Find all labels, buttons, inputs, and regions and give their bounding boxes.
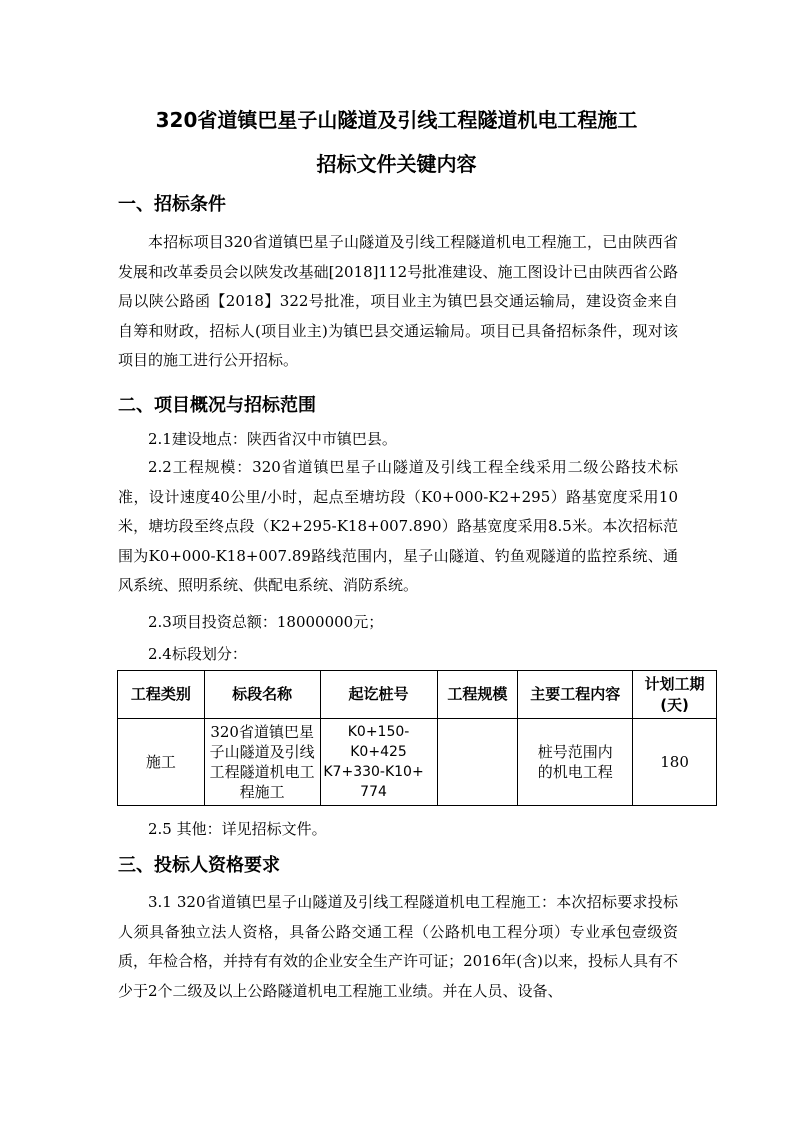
header-duration: 计划工期(天): [633, 671, 717, 719]
section1-paragraph: 本招标项目320省道镇巴星子山隧道及引线工程隧道机电工程施工，已由陕西省发展和改革委员会以陕发改基础[2018]112号批准建设、施工图设计已由陕西省公路局以陕公路函【2018】322号批准，项目业主为镇巴县交通运输局，建设资金来自自筹和财政，招标人(项目业主)为镇巴县交通运输局。项目已具备招标条件，现对该项目的施工进行公开招标。: [118, 233, 678, 369]
table-header-row: [118, 671, 717, 719]
header-stake: 起讫桩号: [320, 671, 437, 719]
cell-category: 施工: [118, 719, 205, 806]
header-content: 主要工程内容: [518, 671, 633, 719]
document-title-line1: 320省道镇巴星子山隧道及引线工程隧道机电工程施工: [155, 108, 638, 132]
cell-stake: [320, 719, 437, 806]
section3-paragraph: 3.1 320省道镇巴星子山隧道及引线工程隧道机电工程施工：本次招标要求投标人须具备独立法人资格，具备公路交通工程（公路机电工程分项）专业承包壹级资质，年检合格，并持有有效的企业安全生产许可证；2016年(含)以来，投标人具有不少于2个二级及以上公路隧道机电工程施工业绩。并在人员、设备、: [118, 893, 678, 1000]
stake-line1: K0+150-K0+425: [347, 724, 410, 760]
cell-duration: 180: [633, 719, 717, 806]
document-title-line2: 招标文件关键内容: [316, 152, 477, 176]
item-2-3: 2.3项目投资总额：18000000元；: [148, 613, 384, 631]
header-category: 工程类别: [118, 671, 205, 719]
item-2-4: 2.4标段划分：: [148, 645, 247, 663]
cell-content: 桩号范围内的机电工程: [518, 719, 633, 806]
table-row: [118, 719, 717, 806]
header-section-name: 标段名称: [204, 671, 320, 719]
section1-heading: 一、招标条件: [118, 194, 226, 215]
stake-line2: K7+330-K10+774: [323, 764, 424, 800]
item-2-2: 2.2工程规模：320省道镇巴星子山隧道及引线工程全线采用二级公路技术标准，设计速度40公里/小时，起点至塘坊段（K0+000-K2+295）路基宽度采用10米，塘坊段至终点段（K2+295-K18+007.890）路基宽度采用8.5米。本次招标范围为K0+000-K18+007.89路线范围内，星子山隧道、钓鱼观隧道的监控系统、通风系统、照明系统、供配电系统、消防系统。: [118, 458, 678, 594]
section2-heading: 二、项目概况与招标范围: [118, 395, 316, 416]
cell-section-name: 320省道镇巴星子山隧道及引线工程隧道机电工程施工: [204, 719, 320, 806]
cell-scale: [437, 719, 518, 806]
bid-section-table: [117, 670, 717, 806]
item-2-5: 2.5 其他：详见招标文件。: [148, 820, 327, 838]
section3-heading: 三、投标人资格要求: [118, 855, 280, 876]
header-scale: 工程规模: [437, 671, 518, 719]
item-2-1: 2.1建设地点：陕西省汉中市镇巴县。: [148, 430, 397, 448]
